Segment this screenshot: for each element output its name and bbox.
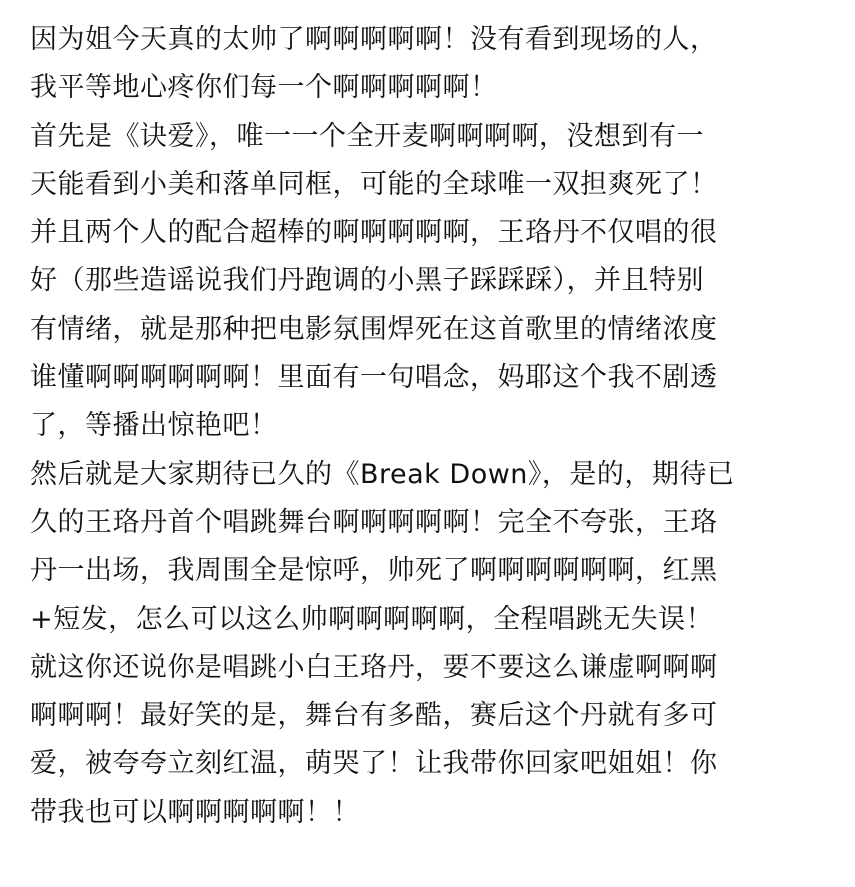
text-line: 我平等地心疼你们每一个啊啊啊啊啊！ [30,72,498,104]
text-line: 啊啊啊！最好笑的是，舞台有多酷，赛后这个丹就有多可 [30,700,718,732]
text-line: +短发，怎么可以这么帅啊啊啊啊啊，全程唱跳无失误！ [30,603,714,635]
text-line: 了，等播出惊艳吧！ [30,410,278,442]
text-line: 久的王珞丹首个唱跳舞台啊啊啊啊啊！完全不夸张，王珞 [30,506,718,538]
text-line: 谁懂啊啊啊啊啊啊！里面有一句唱念，妈耶这个我不剧透 [30,362,718,394]
text-line: 好（那些造谣说我们丹跑调的小黑子踩踩踩），并且特别 [30,265,704,297]
text-line: 并且两个人的配合超棒的啊啊啊啊啊，王珞丹不仅唱的很 [30,217,718,249]
text-line: 带我也可以啊啊啊啊啊！！ [30,796,360,828]
text-line: 天能看到小美和落单同框，可能的全球唯一双担爽死了！ [30,168,718,200]
text-line: 丹一出场，我周围全是惊呼，帅死了啊啊啊啊啊啊，红黑 [30,555,718,587]
text-line: 然后就是大家期待已久的《Break Down》，是的，期待已 [30,458,735,490]
text-line: 因为姐今天真的太帅了啊啊啊啊啊！没有看到现场的人， [30,24,718,55]
text-line: 就这你还说你是唱跳小白王珞丹，要不要这么谦虚啊啊啊 [30,651,718,683]
text-line: 爱，被夸夸立刻红温，萌哭了！让我带你回家吧姐姐！你 [30,748,718,780]
text-line: 首先是《诀爱》，唯一一个全开麦啊啊啊啊，没想到有一 [30,120,704,152]
text-line: 有情绪，就是那种把电影氛围焊死在这首歌里的情绪浓度 [30,313,718,345]
